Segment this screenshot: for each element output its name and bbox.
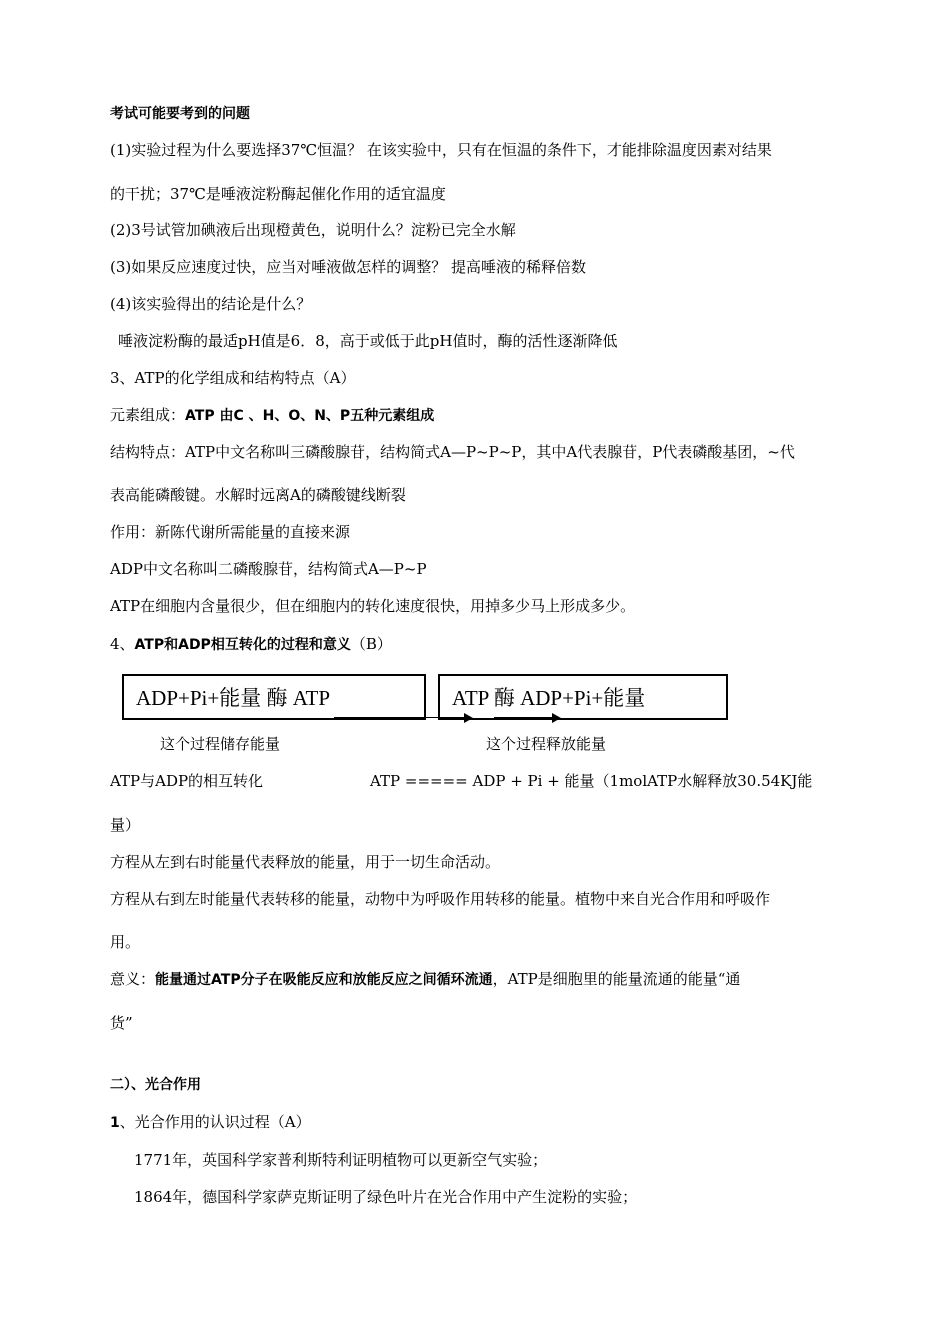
reaction-box-release-text: ATP 酶 ADP+Pi+能量 (452, 686, 646, 710)
right-to-left-line-1: 方程从右到左时能量代表转移的能量，动物中为呼吸作用转移的能量。植物中来自光合作用和呼吸作 (110, 890, 771, 908)
question-4-answer: 唾液淀粉酶的最适pH值是6．8，高于或低于此pH值时，酶的活性逐渐降低 (118, 332, 618, 350)
section-4-grade: （B） (350, 635, 392, 653)
significance-bold: 能量通过ATP分子在吸能反应和放能反应之间循环流通 (155, 972, 493, 988)
element-composition (110, 405, 434, 426)
structure-line-1: 结构特点：ATP中文名称叫三磷酸腺苷，结构简式A—P~P~P，其中A代表腺苷，P代表磷酸基团，~代 (110, 443, 795, 461)
adp-line: ADP中文名称叫二磷酸腺苷，结构简式A—P~P (110, 560, 427, 578)
reaction-box-storage-text: ADP+Pi+能量 酶 ATP (136, 686, 331, 710)
right-to-left-line-2: 用。 (110, 933, 141, 951)
significance-line-1 (110, 969, 740, 990)
section-photosynthesis-heading: 二）、光合作用 (110, 1077, 201, 1093)
section-heading-exam: 考试可能要考到的问题 (110, 106, 250, 122)
significance-rest: ，ATP是细胞里的能量流通的能量“通 (492, 970, 741, 988)
section-4-number: 4、 (110, 635, 135, 653)
photosynthesis-item-1 (110, 1112, 311, 1133)
section-3-heading: 3、ATP的化学组成和结构特点（A） (110, 369, 356, 387)
section-4-heading (110, 634, 392, 655)
question-1-line-1: (1)实验过程为什么要选择37℃恒温？ 在该实验中，只有在恒温的条件下，才能排除温度因素对结果 (110, 141, 772, 159)
question-4: (4)该实验得出的结论是什么？ (110, 295, 312, 313)
arrowhead-icon (552, 713, 561, 723)
question-3: (3)如果反应速度过快，应当对唾液做怎样的调整？ 提高唾液的稀释倍数 (110, 258, 587, 276)
conversion-continuation: 量） (110, 816, 141, 834)
question-2: (2)3号试管加碘液后出现橙黄色，说明什么？淀粉已完全水解 (110, 221, 516, 239)
section-4-title: ATP和ADP相互转化的过程和意义 (134, 637, 351, 653)
item-title: 、光合作用的认识过程（A） (119, 1113, 311, 1131)
structure-line-2: 表高能磷酸键。水解时远离A的磷酸键线断裂 (110, 486, 406, 504)
reaction-box-release (438, 674, 728, 720)
reaction-box-storage (122, 674, 426, 720)
function-line: 作用：新陈代谢所需能量的直接来源 (110, 523, 351, 541)
caption-release: 这个过程释放能量 (486, 735, 607, 753)
element-label: 元素组成： (110, 406, 186, 424)
item-number: 1 (110, 1115, 120, 1131)
left-to-right-line: 方程从左到右时能量代表释放的能量，用于一切生命活动。 (110, 853, 501, 871)
atp-content-line: ATP在细胞内含量很少，但在细胞内的转化速度很快，用掉多少马上形成多少。 (110, 597, 636, 615)
conversion-equation: ATP ===== ADP + Pi + 能量（1molATP水解释放30.54KJ能 (370, 772, 813, 790)
arrow-right-icon (494, 717, 554, 719)
element-bold-text: ATP 由C 、H、O、N、P五种元素组成 (185, 408, 435, 424)
conversion-label: ATP与ADP的相互转化 (110, 772, 264, 790)
caption-storage: 这个过程储存能量 (160, 735, 281, 753)
history-1771: 1771年，英国科学家普利斯特利证明植物可以更新空气实验； (134, 1151, 548, 1169)
question-1-line-2: 的干扰；37℃是唾液淀粉酶起催化作用的适宜温度 (110, 185, 446, 203)
significance-line-2: 货” (110, 1014, 133, 1032)
significance-label: 意义： (110, 970, 156, 988)
history-1864: 1864年，德国科学家萨克斯证明了绿色叶片在光合作用中产生淀粉的实验； (134, 1188, 638, 1206)
